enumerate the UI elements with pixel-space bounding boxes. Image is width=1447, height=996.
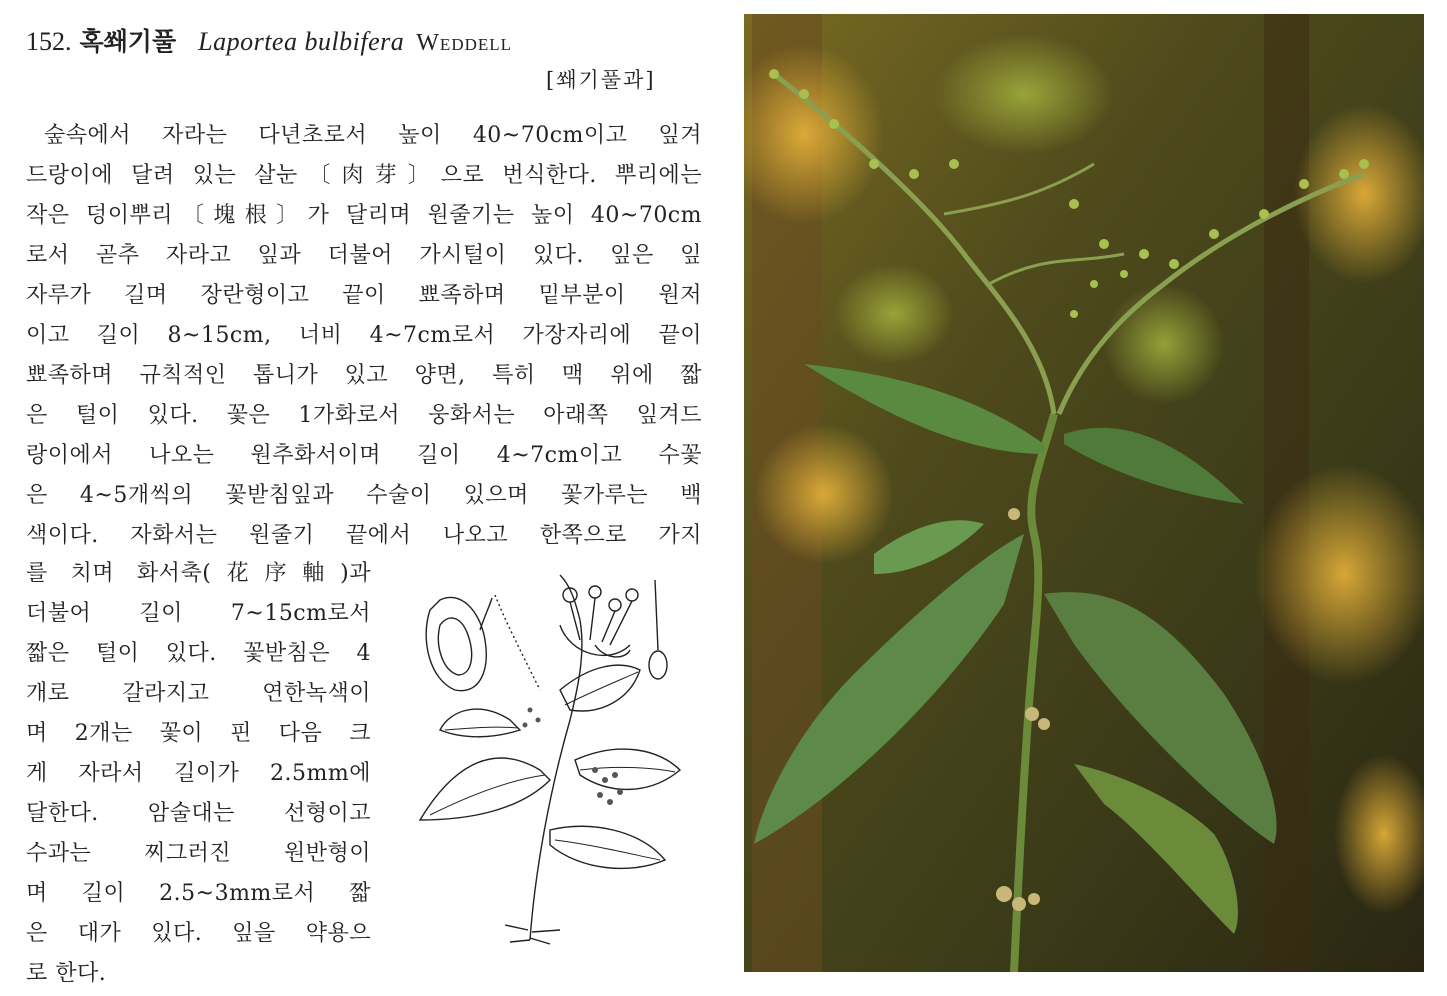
entry-number: 152.	[26, 27, 72, 56]
body-line: 드랑이에 달려 있는 살눈〔肉芽〕으로 번식한다. 뿌리에는	[26, 163, 702, 188]
entry-heading	[26, 22, 726, 62]
botanical-illustration	[410, 570, 700, 945]
side-line: 게 자라서 길이가 2.5mm에	[26, 761, 371, 786]
body-line: 숲속에서 자라는 다년초로서 높이 40~70cm이고 잎겨	[44, 123, 702, 148]
side-line: 은 대가 있다. 잎을 약용으	[26, 921, 371, 946]
body-line: 자루가 길며 장란형이고 끝이 뾰족하며 밑부분이 원저	[26, 283, 702, 308]
scientific-name: Laportea bulbifera	[198, 27, 405, 56]
side-line: 로 한다.	[26, 961, 107, 986]
side-line: 수과는 찌그러진 원반형이	[26, 841, 371, 866]
body-line: 뾰족하며 규칙적인 톱니가 있고 양면, 특히 맥 위에 짧	[26, 363, 702, 388]
body-line: 은 털이 있다. 꽃은 1가화로서 웅화서는 아래쪽 잎겨드	[26, 403, 702, 428]
body-line: 랑이에서 나오는 원추화서이며 길이 4~7cm이고 수꽃	[26, 443, 702, 468]
body-line: 은 4~5개씩의 꽃받침잎과 수술이 있으며 꽃가루는 백	[26, 483, 702, 508]
plant-photograph	[744, 14, 1424, 972]
korean-name: 혹쐐기풀	[79, 27, 177, 56]
side-line: 를 치며 화서축(花序軸)과	[26, 561, 371, 586]
body-line: 작은 덩이뿌리〔塊根〕가 달리며 원줄기는 높이 40~70cm	[26, 203, 702, 228]
side-line: 개로 갈라지고 연한녹색이	[26, 681, 371, 706]
author-name: Weddell	[416, 30, 513, 56]
body-line: 색이다. 자화서는 원줄기 끝에서 나오고 한쪽으로 가지	[26, 523, 702, 548]
body-line: 로서 곧추 자라고 잎과 더불어 가시털이 있다. 잎은 잎	[26, 243, 702, 268]
side-line: 더불어 길이 7~15cm로서	[26, 601, 371, 626]
side-line: 며 길이 2.5~3mm로서 짧	[26, 881, 371, 906]
family-name: [쐐기풀과]	[546, 68, 656, 92]
side-line: 며 2개는 꽃이 핀 다음 크	[26, 721, 371, 746]
body-line: 이고 길이 8~15cm, 너비 4~7cm로서 가장자리에 끝이	[26, 323, 702, 348]
side-line: 짧은 털이 있다. 꽃받침은 4	[26, 641, 371, 666]
side-line: 달한다. 암술대는 선형이고	[26, 801, 371, 826]
